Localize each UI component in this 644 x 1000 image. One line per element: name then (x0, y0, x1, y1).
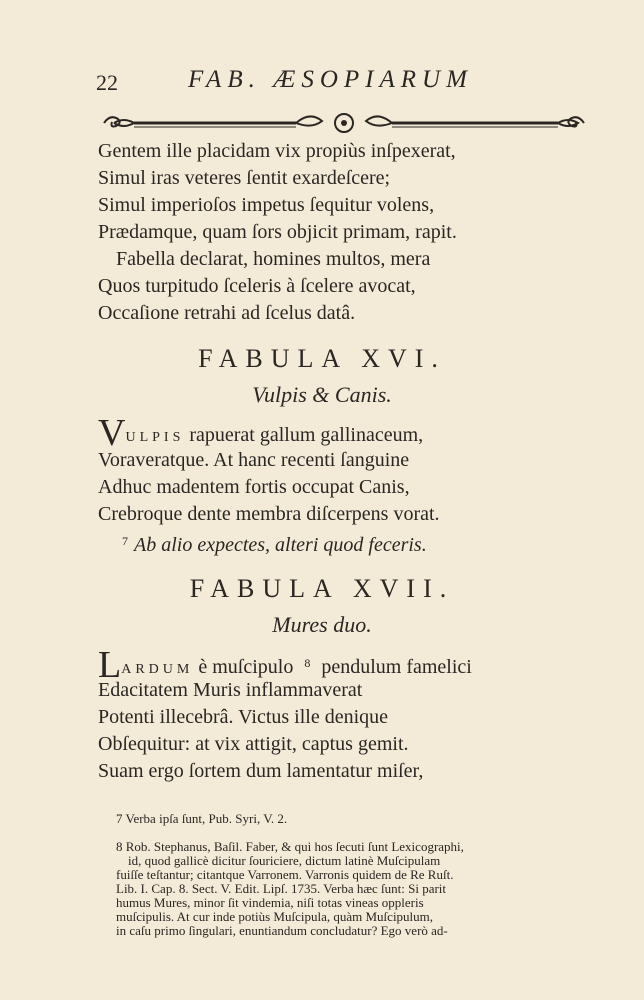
footnote-line: 8 Rob. Stephanus, Baſil. Faber, & qui hos ſecuti ſunt Lexicographi, (116, 839, 464, 854)
footnote-line: Lib. I. Cap. 8. Sect. V. Edit. Lipſ. 1735. Verba hæc ſunt: Si parit (116, 881, 447, 896)
ornamental-rule-icon (100, 106, 588, 140)
poem-line: Adhuc madentem fortis occupat Canis, (98, 476, 410, 498)
poem-line: Obſequitur: at vix attigit, captus gemit. (98, 733, 409, 755)
footnote-line: humus Mures, minor ſit vindemia, niſi totas vineas oppleris (116, 895, 424, 910)
poem-line: Suam ergo ſortem dum lamentatur miſer, (98, 760, 424, 782)
poem-line: Crebroque dente membra diſcerpens vorat. (98, 503, 440, 525)
line-end: pendulum famelici (316, 656, 472, 678)
poem-line: Occaſione retrahi ad ſcelus datâ. (98, 302, 356, 324)
poem-line: Voraveratque. At hanc recenti ſanguine (98, 449, 410, 471)
footnote-text: 7 Verba ipſa ſunt, Pub. Syri, V. 2. (116, 811, 288, 826)
moral-line (98, 528, 538, 555)
footnote-line: in caſu primo ſingulari, enuntiandum concludatur? Ego verò ad- (116, 923, 448, 938)
fabula-16-text (98, 412, 538, 556)
footnote-line: muſcipulis. At cur inde potiùs Muſcipula, quàm Muſcipulum, (116, 909, 434, 924)
moral-text: Ab alio expectes, alteri quod feceris. (134, 534, 427, 556)
page-header (96, 66, 556, 100)
poem-line: Prædamque, quam ſors objicit primam, rapit. (98, 221, 457, 243)
small-caps: ULPIS (125, 430, 185, 445)
drop-cap: L (98, 644, 122, 686)
poem-line: Gentem ille placidam vix propiùs inſpexerat, (98, 140, 456, 162)
poem-line: Potenti illecebrâ. Victus ille denique (98, 706, 389, 728)
fabula-16-subtitle: Vulpis & Canis. (252, 382, 392, 407)
footnote-marker: 7 (122, 534, 128, 548)
poem-top (98, 138, 538, 327)
fabula-17-text (98, 644, 538, 785)
poem-line: Fabella declarat, homines multos, mera (116, 248, 431, 270)
poem-first-line (98, 644, 538, 686)
poem-line: Edacitatem Muris inflammaverat (98, 679, 363, 701)
running-title: FAB. ÆSOPIARUM (188, 66, 473, 93)
poem-line: Simul iras veteres ſentit exardeſcere; (98, 167, 391, 189)
footnote-7 (116, 812, 602, 826)
poem-line: Quos turpitudo ſceleris à ſcelere avocat, (98, 275, 416, 297)
footnote-line: id, quod gallicè dicitur ſouriciere, dictum latinè Muſcipulam (128, 853, 441, 868)
drop-cap: V (98, 412, 126, 454)
line-mid: è muſcipulo (193, 656, 299, 678)
footnote-line: fuiſſe teſtantur; citantque Varronem. Varronis quidem de Re Ruſt. (116, 867, 454, 882)
fabula-17-subtitle: Mures duo. (272, 612, 372, 637)
poem-line: Simul imperioſos impetus ſequitur volens, (98, 194, 435, 216)
fabula-17-title: FABULA XVII. (189, 574, 455, 603)
line-rest: rapuerat gallum gallinaceum, (184, 424, 424, 446)
footnote-8 (116, 840, 602, 938)
fabula-16-title: FABULA XVI. (198, 344, 446, 373)
small-caps: ARDUM (121, 662, 194, 677)
poem-first-line (98, 412, 538, 454)
page-number: 22 (96, 70, 118, 95)
footnote-marker: 8 (304, 656, 311, 670)
